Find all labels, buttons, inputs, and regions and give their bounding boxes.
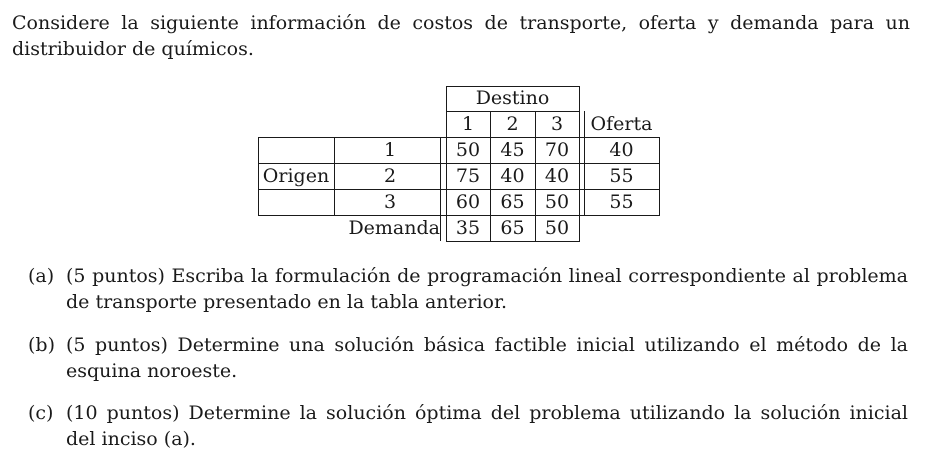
oferta-cell: 55 (609, 191, 634, 213)
cost-cell: 40 (500, 165, 525, 187)
question-label: (a) (28, 265, 55, 287)
table-line (579, 86, 580, 242)
cost-cell: 65 (500, 191, 525, 213)
cost-cell: 40 (544, 165, 570, 187)
intro-paragraph: Considere la siguiente información de costos de transporte, oferta y demanda para un distribuidor de químicos. (12, 12, 910, 60)
table-line (258, 163, 660, 164)
origin-number: 3 (383, 191, 397, 213)
question-b (28, 332, 908, 384)
cost-cell: 50 (544, 191, 570, 213)
table-line (440, 137, 441, 241)
table-line (258, 215, 660, 216)
question-a (28, 263, 908, 315)
origen-label: Origen (262, 165, 330, 187)
origin-number: 1 (383, 139, 397, 161)
cost-cell: 45 (500, 139, 525, 161)
dest-col-header: 1 (461, 113, 475, 135)
table-line (258, 189, 660, 190)
origin-number: 2 (383, 165, 397, 187)
destino-header: Destino (475, 87, 550, 109)
cost-cell: 70 (544, 139, 570, 161)
oferta-cell: 55 (609, 165, 634, 187)
cost-cell: 60 (455, 191, 481, 213)
table-line (659, 137, 660, 216)
question-text: (5 puntos) Determine una solución básica factible inicial utilizando el método de la esquina noroeste. (66, 334, 908, 382)
cost-cell: 50 (455, 139, 481, 161)
demanda-label: Demanda (348, 217, 440, 239)
question-label: (b) (28, 334, 55, 356)
question-text: (10 puntos) Determine la solución óptima del problema utilizando la solución inicial del inciso (a). (66, 402, 908, 450)
table-line (446, 241, 579, 242)
dest-col-header: 3 (550, 113, 564, 135)
table-line (446, 111, 579, 112)
dest-col-header: 2 (506, 113, 519, 135)
cost-cell: 75 (455, 165, 481, 187)
question-text: (5 puntos) Escriba la formulación de programación lineal correspondiente al problema de transporte presentado en la tabla anterior. (66, 265, 908, 313)
oferta-header: Oferta (590, 113, 653, 135)
table-line (258, 137, 660, 138)
demanda-cell: 35 (455, 217, 481, 239)
question-label: (c) (28, 402, 54, 424)
question-c (28, 400, 908, 452)
oferta-cell: 40 (609, 139, 634, 161)
demanda-cell: 50 (544, 217, 570, 239)
demanda-cell: 65 (500, 217, 525, 239)
